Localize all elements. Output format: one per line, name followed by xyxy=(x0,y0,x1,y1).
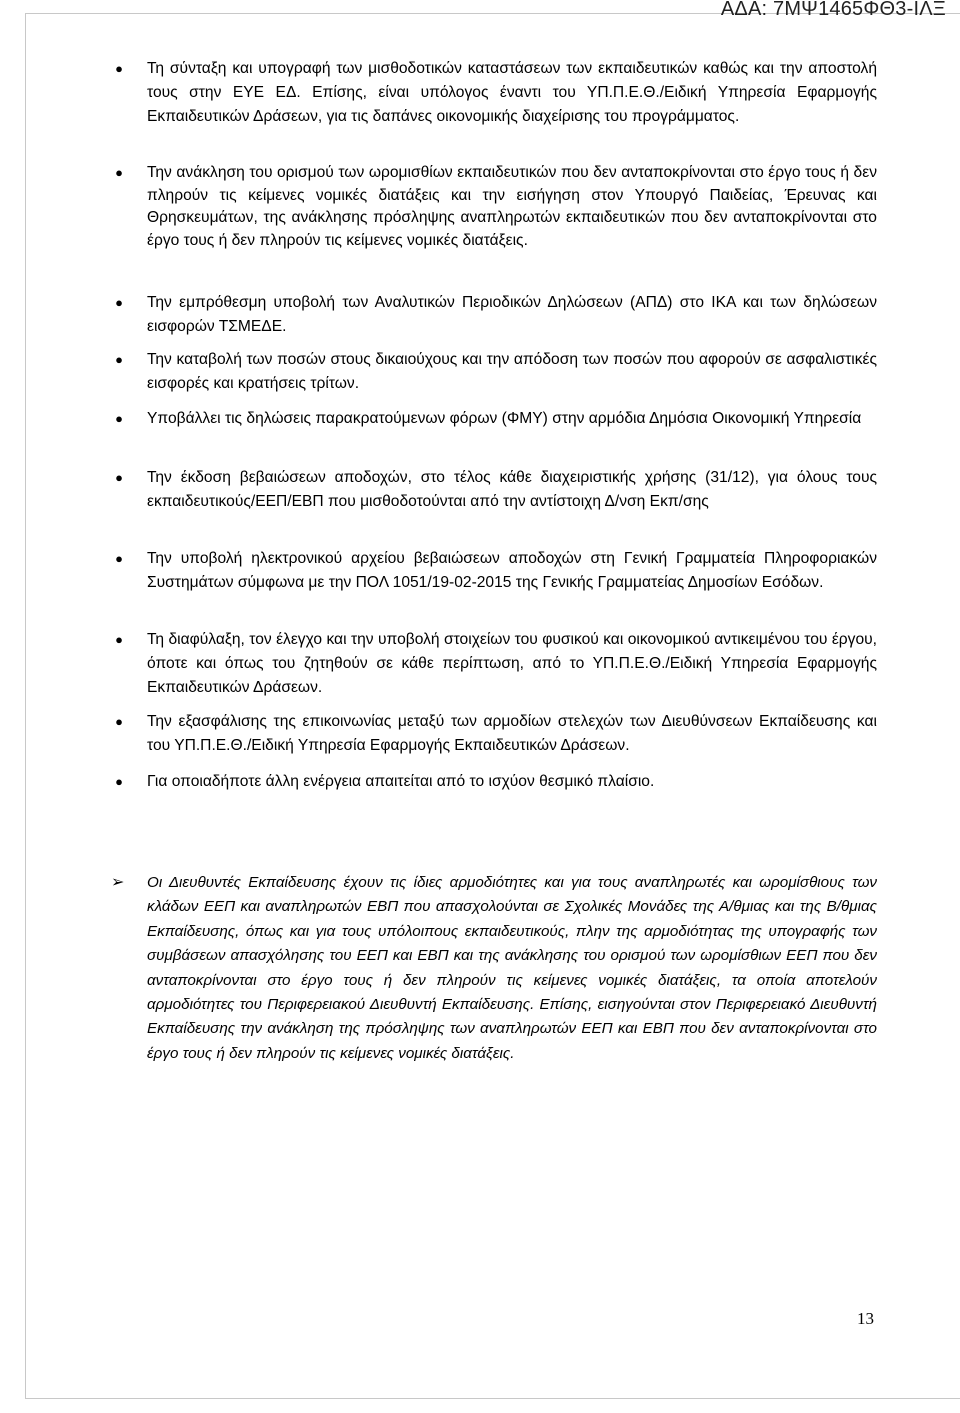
list-item xyxy=(115,57,877,130)
list-item xyxy=(115,628,877,701)
bullet-icon: ● xyxy=(115,61,123,76)
bullet-icon: ● xyxy=(115,295,123,310)
list-item-text: Τη διαφύλαξη, τον έλεγχο και την υποβολή στοιχείων του φυσικού και οικονομικού αντικειμένου του έργου, όποτε και όπως του ζητηθούν σε κάθε περίπτωση, από το ΥΠ.Π.Ε.Θ./Ειδική Υπηρεσία Εφαρμογής Εκπαιδευτικών Δράσεων. xyxy=(147,631,877,697)
bullet-icon: ● xyxy=(115,632,123,647)
list-item xyxy=(115,466,877,514)
list-item-text: Την καταβολή των ποσών στους δικαιούχους και την απόδοση των ποσών που αφορούν σε ασφαλιστικές εισφορές και κρατήσεις τρίτων. xyxy=(147,351,877,393)
bullet-icon: ● xyxy=(115,470,123,485)
arrow-bullet-icon: ➢ xyxy=(111,874,125,891)
bullet-icon: ● xyxy=(115,551,123,566)
bullet-icon: ● xyxy=(115,411,123,426)
list-item-text: Την υποβολή ηλεκτρονικού αρχείου βεβαιώσεων αποδοχών στη Γενική Γραμματεία Πληροφοριακών Συστημάτων σύμφωνα με την ΠΟΛ 1051/19-02-2015 της Γενικής Γραμματείας Δημοσίων Εσόδων. xyxy=(147,550,877,592)
list-item xyxy=(115,407,877,431)
list-item-text: Την εξασφάλισης της επικοινωνίας μεταξύ των αρμοδίων στελεχών των Διευθύνσεων Εκπαίδευσης και του ΥΠ.Π.Ε.Θ./Ειδική Υπηρεσία Εφαρμογής Εκπαιδευτικών Δράσεων. xyxy=(147,713,877,755)
note-paragraph xyxy=(111,871,877,1066)
list-item xyxy=(115,348,877,396)
list-item xyxy=(115,770,877,794)
bullet-icon: ● xyxy=(115,165,123,180)
list-item xyxy=(115,291,877,339)
page-number: 13 xyxy=(857,1309,874,1328)
list-item xyxy=(115,710,877,758)
list-item-text: Την έκδοση βεβαιώσεων αποδοχών, στο τέλος κάθε διαχειριστικής χρήσης (31/12), για όλους τους εκπαιδευτικούς/ΕΕΠ/ΕΒΠ που μισθοδοτούνται από την αντίστοιχη Δ/νση Εκπ/σης xyxy=(147,469,877,511)
list-item-text: Υποβάλλει τις δηλώσεις παρακρατούμενων φόρων (ΦΜΥ) στην αρμόδια Δημόσια Οικονομική Υπηρεσία xyxy=(147,410,862,427)
ada-code-header: ΑΔΑ: 7ΜΨ1465ΦΘ3-ΙΛΞ xyxy=(720,0,946,20)
list-item xyxy=(115,162,877,252)
list-item-text: Την εμπρόθεσμη υποβολή των Αναλυτικών Περιοδικών Δηλώσεων (ΑΠΔ) στο ΙΚΑ και των δηλώσεων εισφορών ΤΣΜΕΔΕ. xyxy=(147,294,877,336)
bullet-icon: ● xyxy=(115,352,123,367)
bullet-icon: ● xyxy=(115,774,123,789)
list-item-text: Την ανάκληση του ορισμού των ωρομισθίων εκπαιδευτικών που δεν ανταποκρίνονται στο έργο τους ή δεν πληρούν τις κείμενες νομικές διατάξεις και την εισήγηση στον Υπουργό Παιδείας, Έρευνας και Θρησκευμάτων, της ανάκλησης πρόσληψης αναπληρωτών εκπαιδευτικών που δεν ανταποκρίνονται στο έργο τους ή δεν πληρούν τις κείμενες νομικές διατάξεις. xyxy=(147,164,877,249)
list-item-text: Τη σύνταξη και υπογραφή των μισθοδοτικών καταστάσεων των εκπαιδευτικών καθώς και την αποστολή τους στην ΕΥΕ ΕΔ. Επίσης, είναι υπόλογος έναντι του ΥΠ.Π.Ε.Θ./Ειδική Υπηρεσία Εφαρμογής Εκπαιδευτικών Δράσεων, για τις δαπάνες οικονομικής διαχείρισης του προγράμματος. xyxy=(147,60,877,126)
bullet-icon: ● xyxy=(115,714,123,729)
list-item-text: Για οποιαδήποτε άλλη ενέργεια απαιτείται από το ισχύον θεσμικό πλαίσιο. xyxy=(147,773,655,790)
list-item xyxy=(115,547,877,595)
note-text: Οι Διευθυντές Εκπαίδευσης έχουν τις ίδιες αρμοδιότητες και για τους αναπληρωτές και ωρομίσθιους των κλάδων ΕΕΠ και αναπληρωτών ΕΒΠ που απασχολούνται σε Σχολικές Μονάδες της Α/θμιας και της Β/θμιας Εκπαίδευσης, όπως και για τους υπόλοιπους εκπαιδευτικούς, πλην της αρμοδιότητας της υπογραφής των συμβάσεων απασχόλησης του ΕΕΠ και ΕΒΠ και της ανάκλησης του ορισμού των ωρομίσθιων ΕΕΠ που δεν ανταποκρίνονται στο έργο τους ή δεν πληρούν τις κείμενες νομικές διατάξεις, τα οποία αποτελούν αρμοδιότητες του Περιφερειακού Διευθυντή Εκπαίδευσης. Επίσης, εισηγούνται στον Περιφερειακό Διευθυντή Εκπαίδευσης την ανάκληση της πρόσληψης των αναπληρωτών ΕΕΠ και ΕΒΠ που δεν ανταποκρίνονται στο έργο τους ή δεν πληρούν τις κείμενες νομικές διατάξεις. xyxy=(147,874,877,1062)
